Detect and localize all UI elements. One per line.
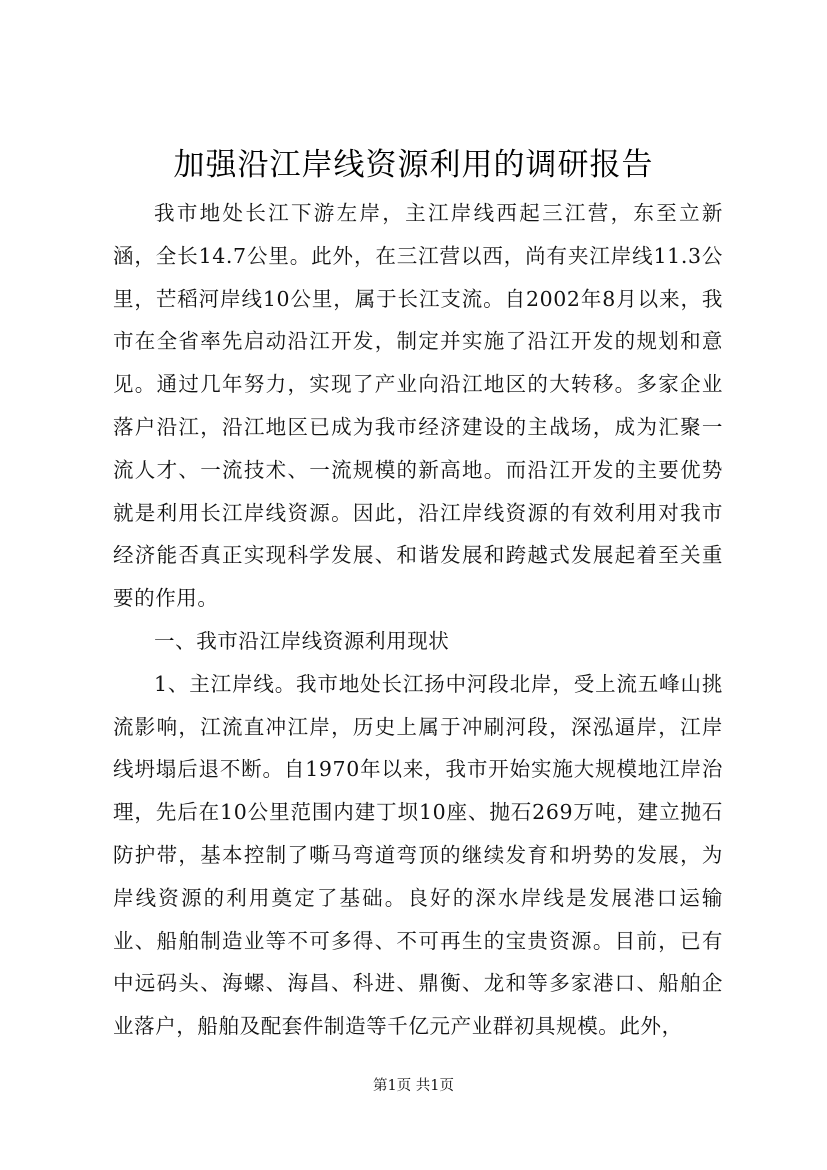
intro-paragraph: 我市地处长江下游左岸，主江岸线西起三江营，东至立新涵，全长14.7公里。此外，在三江营以西，尚有夹江岸线11.3公里，芒稻河岸线10公里，属于长江支流。自2002年8月以来，我市在全省率先启动沿江开发，制定并实施了沿江开发的规划和意见。通过几年努力，实现了产业向沿江地区的大转移。多家企业落户沿江，沿江地区已成为我市经济建设的主战场，成为汇聚一流人才、一流技术、一流规模的新高地。而沿江开发的主要优势就是利用长江岸线资源。因此，沿江岸线资源的有效利用对我市经济能否真正实现科学发展、和谐发展和跨越式发展起着至关重要的作用。 <box>113 201 723 611</box>
document-body <box>113 192 723 1048</box>
page-footer: 第1页 共1页 <box>372 1078 455 1094</box>
document-title: 加强沿江岸线资源利用的调研报告 <box>173 147 654 183</box>
section-heading: 一、我市沿江岸线资源利用现状 <box>154 628 450 653</box>
main-riverbank-paragraph: 1、主江岸线。我市地处长江扬中河段北岸，受上流五峰山挑流影响，江流直冲江岸，历史上属于冲刷河段，深泓逼岸，江岸线坍塌后退不断。自1970年以来，我市开始实施大规模地江岸治理，先后在10公里范围内建丁坝10座、抛石269万吨，建立抛石防护带，基本控制了嘶马弯道弯顶的继续发育和坍势的发展，为岸线资源的利用奠定了基础。良好的深水岸线是发展港口运输业、船舶制造业等不可多得、不可再生的宝贵资源。目前，已有中远码头、海螺、海昌、科进、鼎衡、龙和等多家港口、船舶企业落户，船舶及配套件制造等千亿元产业群初具规模。此外， <box>113 671 723 1039</box>
